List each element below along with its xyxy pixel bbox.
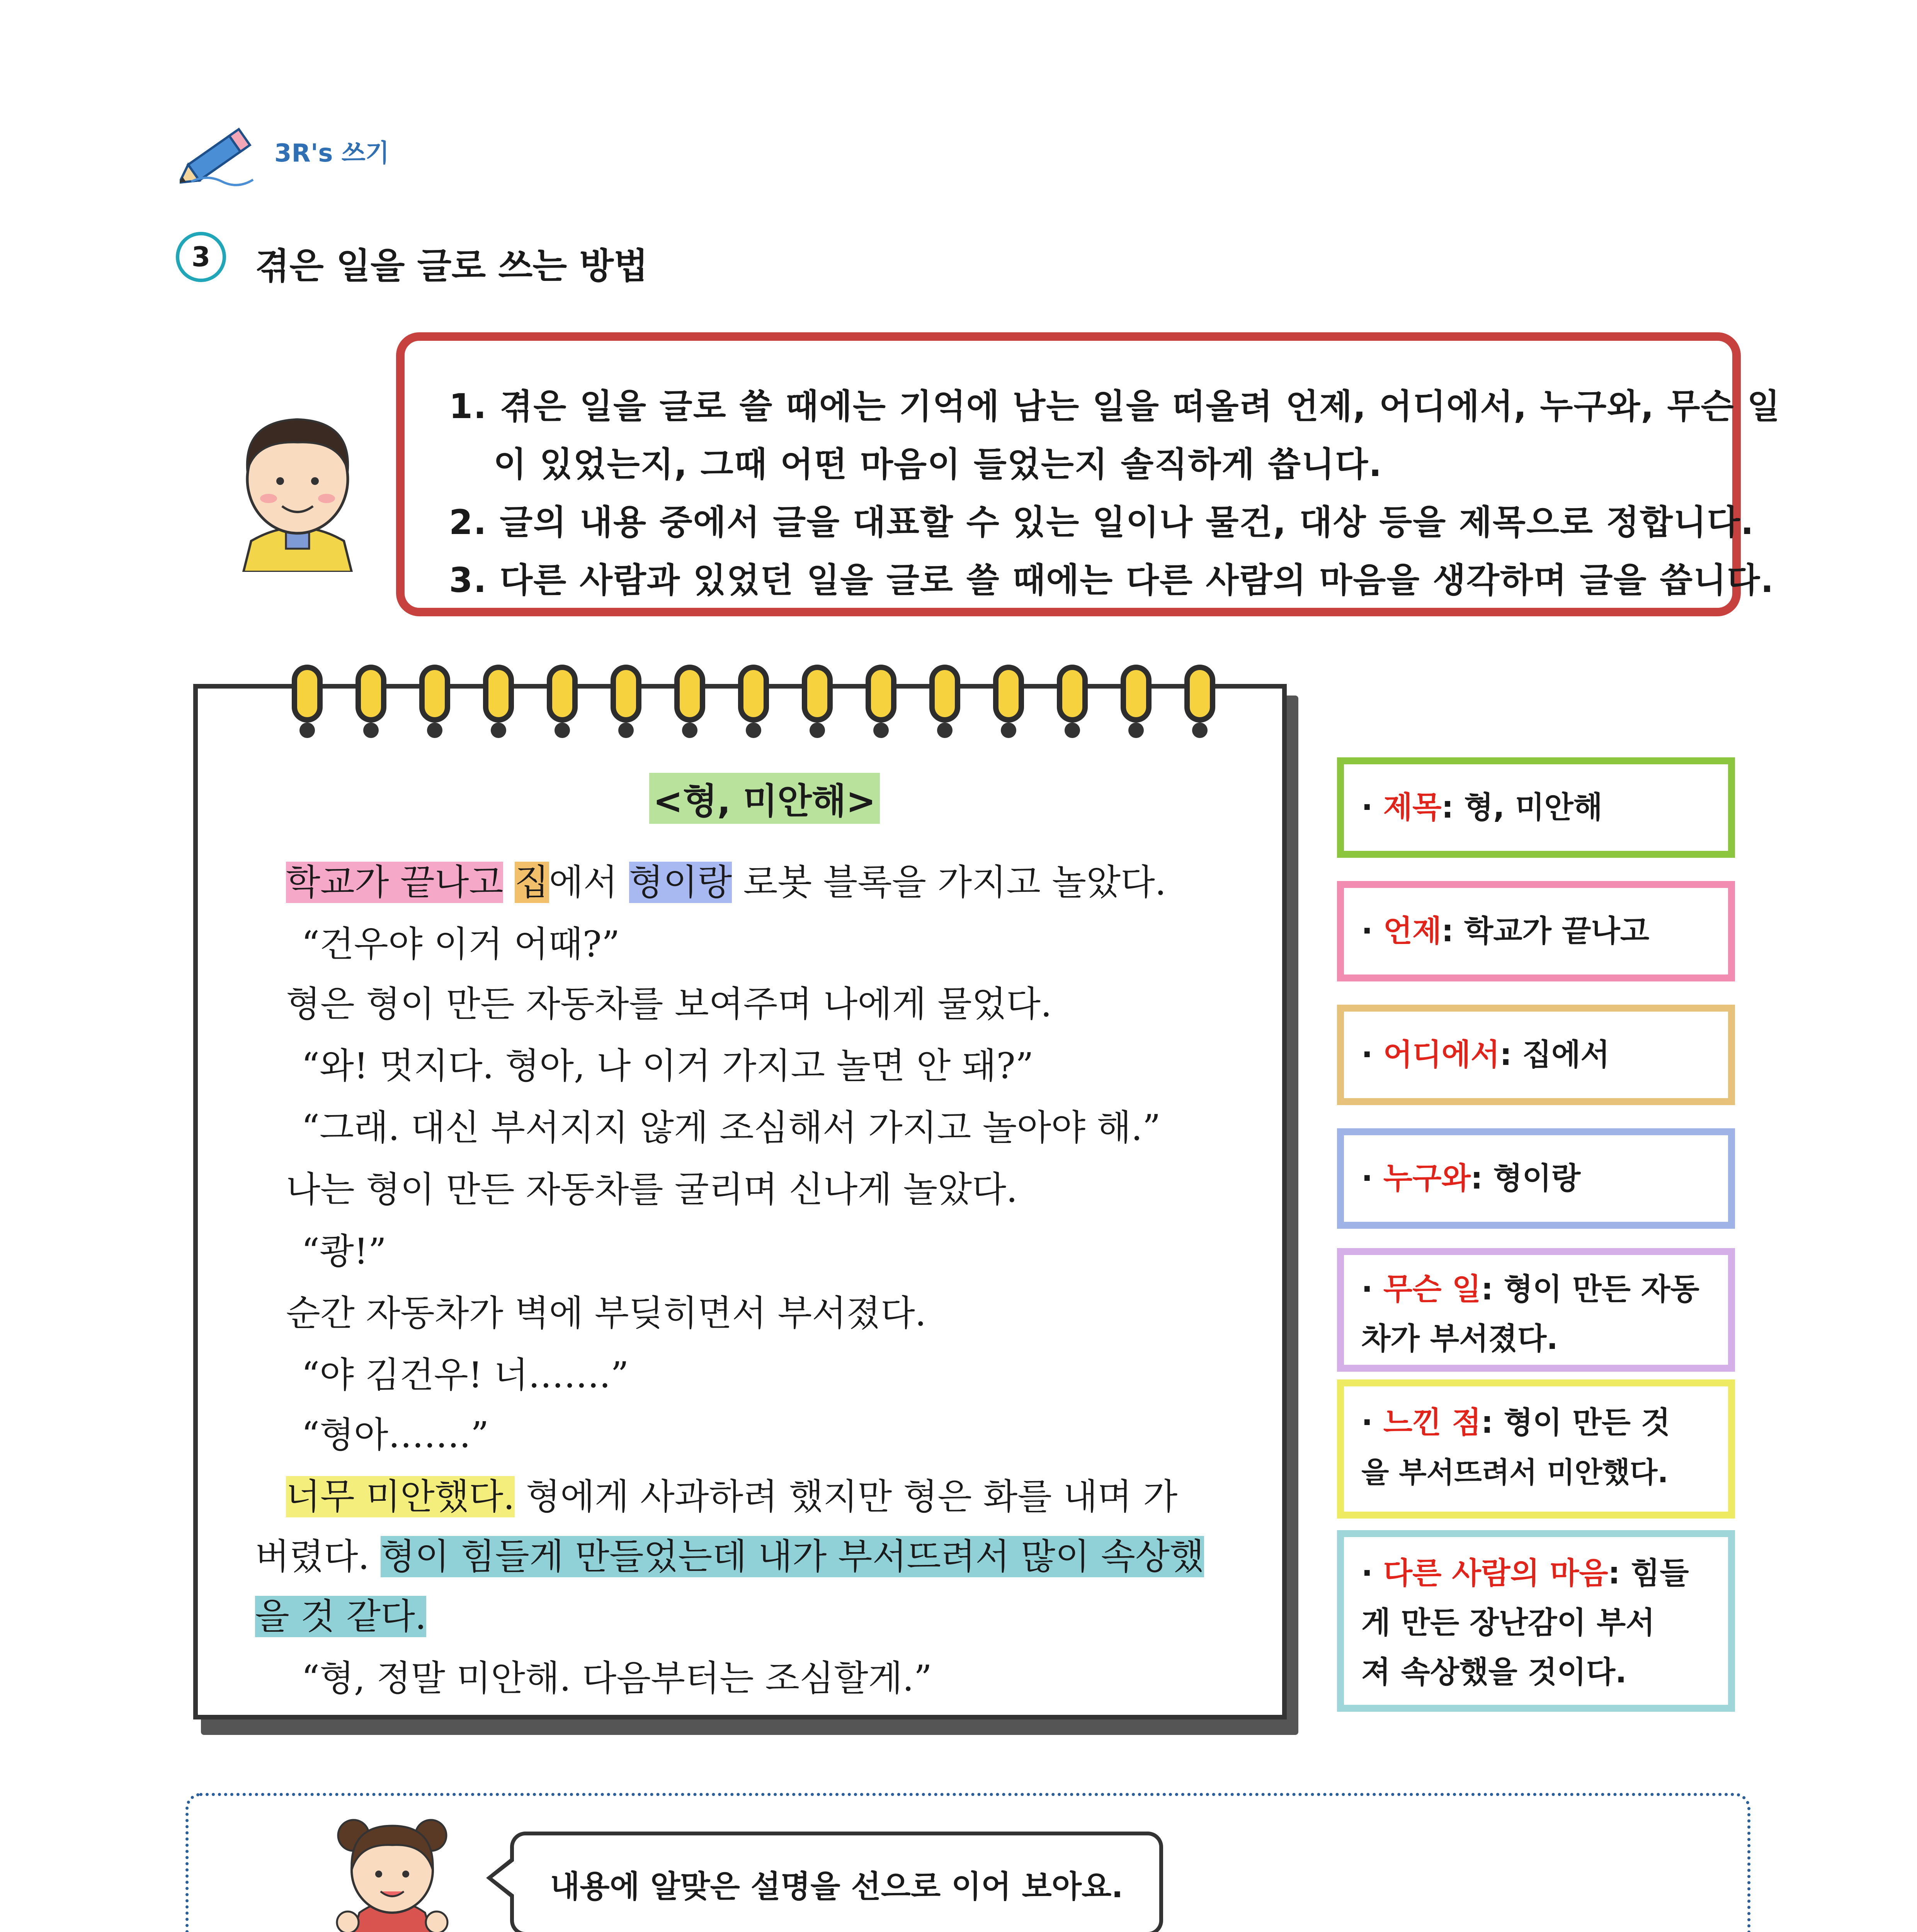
ring-hole	[682, 723, 697, 738]
spiral-ring	[674, 665, 705, 723]
label-when: · 언제: 학교가 끝나고	[1337, 881, 1735, 981]
highlight-when: 학교가 끝나고	[286, 862, 503, 903]
spiral-ring	[292, 665, 323, 723]
story-line-2: “건우야 이거 어때?”	[301, 923, 620, 965]
spiral-ring	[1121, 665, 1152, 723]
spiral-ring	[929, 665, 960, 723]
label-key: 언제	[1383, 914, 1442, 949]
speech-bubble-tail-inner	[492, 1861, 515, 1895]
section-number-badge: 3	[176, 232, 226, 282]
label-value: 집에서	[1522, 1037, 1610, 1072]
label-where: · 어디에서: 집에서	[1337, 1005, 1735, 1105]
instruction-text: 내용에 알맞은 설명을 선으로 이어 보아요.	[550, 1868, 1123, 1905]
pencil-icon	[180, 116, 265, 189]
label-value-cont: 차가 부서졌다.	[1361, 1321, 1558, 1356]
spiral-ring	[547, 665, 578, 723]
label-key: 제목	[1383, 790, 1442, 825]
section-title: 겪은 일을 글로 쓰는 방법	[255, 245, 648, 287]
ring-hole	[937, 723, 953, 738]
label-value: 학교가 끝나고	[1464, 914, 1650, 949]
label-feeling: · 느낀 점: 형이 만든 것 을 부서뜨려서 미안했다.	[1337, 1379, 1735, 1519]
label-key: 누구와	[1383, 1161, 1471, 1196]
label-what: · 무슨 일: 형이 만든 자동 차가 부서졌다.	[1337, 1248, 1735, 1372]
label-key: 무슨 일	[1383, 1272, 1481, 1307]
label-value: 형이 만든 것	[1504, 1405, 1670, 1440]
highlight-where: 집	[514, 862, 549, 903]
spiral-ring	[802, 665, 833, 723]
story-text: 버렸다.	[255, 1536, 369, 1577]
story-line-6: 나는 형이 만든 자동차를 굴리며 신나게 놀았다.	[286, 1169, 1018, 1210]
story-line-14: “형, 정말 미안해. 다음부터는 조심할게.”	[301, 1658, 932, 1699]
ring-hole	[363, 723, 379, 738]
tips-box	[396, 332, 1781, 616]
highlight-feeling: 너무 미안했다.	[286, 1476, 515, 1517]
ring-hole	[873, 723, 889, 738]
story-line-9: “야 김건우! 너…….”	[301, 1354, 629, 1396]
spiral-ring	[738, 665, 769, 723]
label-key: 느낀 점	[1383, 1405, 1481, 1440]
ring-hole	[1065, 723, 1080, 738]
story-line-3: 형은 형이 만든 자동차를 보여주며 나에게 물었다.	[286, 983, 1052, 1025]
ring-hole	[1192, 723, 1208, 738]
story-line-13	[255, 1588, 426, 1639]
ring-hole	[810, 723, 825, 738]
spiral-ring	[866, 665, 896, 723]
story-line-11	[286, 1468, 1177, 1519]
label-value-cont: 게 만든 장난감이 부서	[1361, 1605, 1655, 1640]
story-line-4: “와! 멋지다. 형아, 나 이거 가지고 놀면 안 돼?”	[301, 1045, 1034, 1087]
ring-hole	[555, 723, 570, 738]
boy-illustration	[228, 398, 367, 572]
tip-1-cont: 이 있었는지, 그때 어떤 마음이 들었는지 솔직하게 씁니다.	[493, 444, 1383, 484]
spiral-ring	[483, 665, 514, 723]
ring-hole	[1001, 723, 1016, 738]
label-other-feeling: · 다른 사람의 마음: 힘들 게 만든 장난감이 부서 져 속상했을 것이다.	[1337, 1530, 1735, 1712]
spiral-ring	[1057, 665, 1088, 723]
speech-bubble	[510, 1832, 1163, 1932]
ring-hole	[746, 723, 761, 738]
series-label: 3R's 쓰기	[274, 139, 390, 168]
girl-illustration	[332, 1812, 452, 1932]
ring-hole	[618, 723, 634, 738]
tip-3: 3. 다른 사람과 있었던 일을 글로 쓸 때에는 다른 사람의 마음을 생각하며 글을 씁니다.	[449, 560, 1774, 600]
label-who: · 누구와: 형이랑	[1337, 1128, 1735, 1229]
story-line-5: “그래. 대신 부서지지 않게 조심해서 가지고 놀아야 해.”	[301, 1107, 1161, 1148]
label-key: 어디에서	[1383, 1037, 1500, 1072]
label-key: 다른 사람의 마음	[1383, 1556, 1608, 1591]
highlight-who: 형이랑	[629, 862, 732, 903]
spiral-ring	[356, 665, 386, 723]
spiral-ring	[419, 665, 450, 723]
label-value: 힘들	[1630, 1556, 1689, 1591]
label-title: · 제목: 형, 미안해	[1337, 757, 1735, 858]
label-value: 형이랑	[1493, 1161, 1581, 1196]
ring-hole	[427, 723, 442, 738]
story-line-10: “형아…….”	[301, 1414, 489, 1456]
highlight-other-feeling-cont: 을 것 같다.	[255, 1596, 427, 1637]
story-line-1	[286, 854, 1166, 905]
story-text: 형에게 사과하려 했지만 형은 화를 내며 가	[526, 1476, 1178, 1517]
tip-1: 1. 겪은 일을 글로 쓸 때에는 기억에 남는 일을 떠올려 언제, 어디에서, 누구와, 무슨 일	[449, 386, 1781, 426]
label-value: 형이 만든 자동	[1504, 1272, 1699, 1307]
notebook	[193, 684, 1302, 1735]
story-text: 로봇 블록을 가지고 놀았다.	[743, 862, 1167, 903]
story-text: 에서	[549, 862, 618, 903]
tip-2: 2. 글의 내용 중에서 글을 대표할 수 있는 일이나 물건, 대상 등을 제목으로 정합니다.	[449, 502, 1755, 542]
label-value-cont: 을 부서뜨려서 미안했다.	[1361, 1456, 1669, 1489]
spiral-ring	[611, 665, 641, 723]
highlight-other-feeling: 형이 힘들게 만들었는데 내가 부서뜨려서 많이 속상했	[381, 1536, 1204, 1577]
ring-hole	[1128, 723, 1144, 738]
label-value-cont: 져 속상했을 것이다.	[1361, 1655, 1627, 1690]
ring-hole	[491, 723, 506, 738]
story-title: <형, 미안해>	[649, 773, 880, 824]
story-line-7: “쾅!”	[301, 1231, 386, 1272]
story-line-12	[255, 1528, 1204, 1579]
label-value: 형, 미안해	[1464, 790, 1603, 825]
spiral-ring	[993, 665, 1024, 723]
ring-hole	[299, 723, 315, 738]
story-line-8: 순간 자동차가 벽에 부딪히면서 부서졌다.	[286, 1293, 927, 1334]
spiral-ring	[1184, 665, 1215, 723]
